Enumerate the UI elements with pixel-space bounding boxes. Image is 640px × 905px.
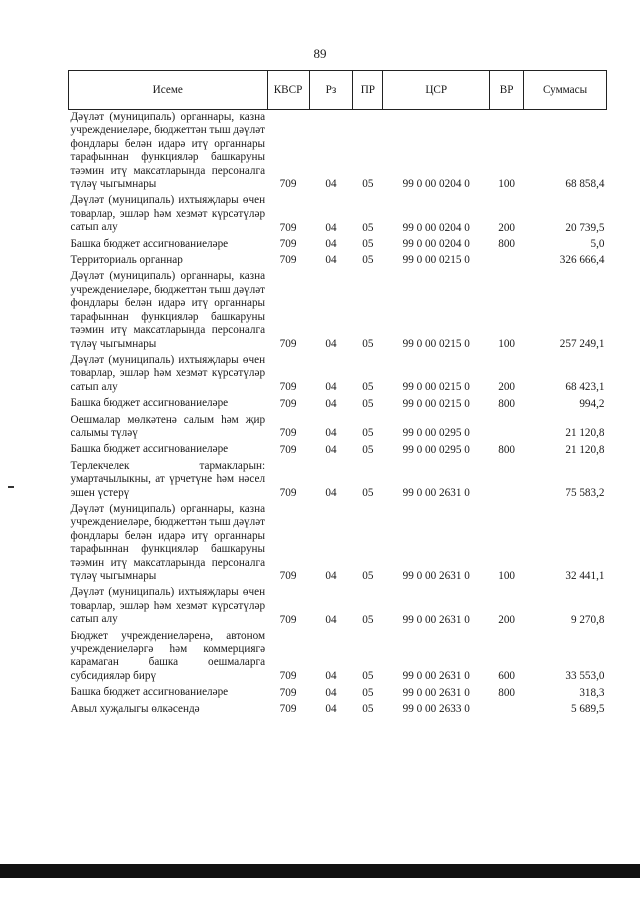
cell-csr: 99 0 00 0215 0 [402, 381, 470, 394]
cell-kvsr: 709 [279, 381, 297, 394]
table-row [69, 702, 607, 718]
cell-csr: 99 0 00 0215 0 [402, 254, 470, 267]
cell-kvsr: 709 [279, 443, 297, 456]
cell-csr: 99 0 00 0295 0 [402, 427, 470, 440]
cell-sum: 33 553,0 [565, 670, 605, 683]
cell-name: Дәүләт (муниципаль) ихтыяҗлары өчен товарлар, эшләр һәм хезмәт күрсәтүләр сатып алу [70, 353, 266, 393]
cell-vr: 100 [498, 570, 516, 583]
cell-kvsr: 709 [279, 703, 297, 716]
cell-csr: 99 0 00 2633 0 [402, 703, 470, 716]
margin-mark [8, 486, 14, 488]
header-vr: ВР [490, 71, 524, 110]
cell-rz: 04 [325, 337, 337, 350]
cell-sum: 20 739,5 [565, 221, 605, 234]
cell-rz: 04 [325, 178, 337, 191]
cell-kvsr: 709 [279, 238, 297, 251]
cell-rz: 04 [325, 443, 337, 456]
header-name: Исеме [69, 71, 268, 110]
scan-bottom-bar [0, 864, 640, 878]
cell-vr: 200 [498, 221, 516, 234]
cell-vr: 600 [498, 670, 516, 683]
cell-rz: 04 [325, 397, 337, 410]
table-row [69, 685, 607, 701]
cell-vr [490, 253, 524, 269]
header-pr: ПР [353, 71, 383, 110]
table-row [69, 459, 607, 502]
cell-name: Территориаль органнар [70, 254, 183, 267]
cell-name: Башка бюджет ассигнованиеләре [70, 397, 229, 410]
cell-rz: 04 [325, 670, 337, 683]
cell-name: Башка бюджет ассигнованиеләре [70, 237, 229, 250]
table-row [69, 629, 607, 686]
table-row [69, 237, 607, 253]
cell-rz: 04 [325, 427, 337, 440]
table-row [69, 253, 607, 269]
cell-vr [490, 459, 524, 502]
cell-pr: 05 [362, 486, 374, 499]
cell-sum: 994,2 [579, 397, 605, 410]
cell-pr: 05 [362, 427, 374, 440]
cell-pr: 05 [362, 178, 374, 191]
header-rz: Рз [309, 71, 353, 110]
cell-kvsr: 709 [279, 337, 297, 350]
cell-csr: 99 0 00 2631 0 [402, 686, 470, 699]
cell-csr: 99 0 00 2631 0 [402, 570, 470, 583]
cell-rz: 04 [325, 221, 337, 234]
cell-rz: 04 [325, 686, 337, 699]
cell-csr: 99 0 00 0204 0 [402, 178, 470, 191]
cell-vr: 800 [498, 238, 516, 251]
cell-vr [490, 413, 524, 443]
cell-rz: 04 [325, 703, 337, 716]
cell-sum: 68 423,1 [565, 381, 605, 394]
cell-pr: 05 [362, 613, 374, 626]
table-body [69, 110, 607, 719]
cell-pr: 05 [362, 703, 374, 716]
cell-kvsr: 709 [279, 254, 297, 267]
cell-sum: 9 270,8 [570, 613, 605, 626]
table-row [69, 413, 607, 443]
cell-csr: 99 0 00 0204 0 [402, 221, 470, 234]
cell-name: Авыл хуҗалыгы өлкәсендә [70, 702, 200, 715]
cell-kvsr: 709 [279, 397, 297, 410]
cell-sum: 68 858,4 [565, 178, 605, 191]
table-row [69, 110, 607, 194]
cell-name: Дәүләт (муниципаль) органнары, казна учреждениеләре, бюджеттән тыш дәүләт фондлары белән идарә итү органнары тарафыннан функцияләр башкаруны тәэмин итү максатларында персоналга түләү чыгымнары [70, 111, 266, 191]
cell-rz: 04 [325, 486, 337, 499]
header-sum: Суммасы [524, 71, 607, 110]
table-row [69, 353, 607, 396]
cell-pr: 05 [362, 670, 374, 683]
cell-name: Терлекчелек тармакларын: умартачылыкны, ат үрчетүне һәм нәсел эшен үстерү [70, 459, 266, 499]
cell-sum: 326 666,4 [559, 254, 605, 267]
cell-vr: 200 [498, 381, 516, 394]
table-row [69, 585, 607, 628]
cell-name: Башка бюджет ассигнованиеләре [70, 686, 229, 699]
cell-sum: 21 120,8 [565, 427, 605, 440]
cell-vr: 800 [498, 443, 516, 456]
cell-csr: 99 0 00 2631 0 [402, 486, 470, 499]
cell-pr: 05 [362, 570, 374, 583]
cell-name: Дәүләт (муниципаль) органнары, казна учреждениеләре, бюджеттән тыш дәүләт фондлары белән идарә итү органнары тарафыннан функцияләр башкаруны тәэмин итү максатларында персоналга түләү чыгымнары [70, 270, 266, 350]
cell-sum: 32 441,1 [565, 570, 605, 583]
cell-csr: 99 0 00 2631 0 [402, 613, 470, 626]
cell-kvsr: 709 [279, 486, 297, 499]
table-row [69, 502, 607, 585]
cell-rz: 04 [325, 613, 337, 626]
cell-vr: 100 [498, 178, 516, 191]
cell-vr: 800 [498, 686, 516, 699]
cell-csr: 99 0 00 0215 0 [402, 397, 470, 410]
cell-sum: 21 120,8 [565, 443, 605, 456]
cell-sum: 257 249,1 [559, 337, 605, 350]
cell-pr: 05 [362, 397, 374, 410]
table-row [69, 269, 607, 352]
table-row [69, 442, 607, 458]
cell-pr: 05 [362, 337, 374, 350]
cell-rz: 04 [325, 381, 337, 394]
cell-name: Башка бюджет ассигнованиеләре [70, 443, 229, 456]
table-row [69, 396, 607, 412]
cell-rz: 04 [325, 570, 337, 583]
cell-pr: 05 [362, 254, 374, 267]
cell-name: Дәүләт (муниципаль) органнары, казна учреждениеләре, бюджеттән тыш дәүләт фондлары белән идарә итү органнары тарафыннан функцияләр башкаруны тәэмин итү максатларында персоналга түләү чыгымнары [70, 502, 266, 582]
cell-rz: 04 [325, 254, 337, 267]
cell-name: Бюджет учреждениеләренә, автоном учреждениеләргә һәм коммерциягә карамаган башка оешмаларга субсидияләр бирү [70, 629, 266, 682]
cell-vr: 200 [498, 613, 516, 626]
cell-csr: 99 0 00 0215 0 [402, 337, 470, 350]
cell-kvsr: 709 [279, 427, 297, 440]
cell-kvsr: 709 [279, 686, 297, 699]
cell-vr [490, 702, 524, 718]
cell-kvsr: 709 [279, 221, 297, 234]
cell-csr: 99 0 00 2631 0 [402, 670, 470, 683]
table-header-row [69, 71, 607, 110]
cell-vr: 800 [498, 397, 516, 410]
cell-csr: 99 0 00 0204 0 [402, 238, 470, 251]
cell-pr: 05 [362, 238, 374, 251]
budget-table [68, 70, 607, 718]
page-number: 89 [313, 46, 327, 61]
table-row [69, 193, 607, 236]
cell-kvsr: 709 [279, 570, 297, 583]
cell-sum: 318,3 [579, 686, 605, 699]
cell-sum: 5 689,5 [570, 703, 605, 716]
cell-pr: 05 [362, 221, 374, 234]
cell-csr: 99 0 00 0295 0 [402, 443, 470, 456]
cell-name: Дәүләт (муниципаль) ихтыяҗлары өчен товарлар, эшләр һәм хезмәт күрсәтүләр сатып алу [70, 586, 266, 626]
cell-vr: 100 [498, 337, 516, 350]
cell-kvsr: 709 [279, 178, 297, 191]
cell-pr: 05 [362, 686, 374, 699]
cell-name: Оешмалар мөлкәтенә салым һәм җир салымы түләү [70, 413, 266, 439]
cell-kvsr: 709 [279, 613, 297, 626]
cell-pr: 05 [362, 443, 374, 456]
header-csr: ЦСР [383, 71, 490, 110]
cell-name: Дәүләт (муниципаль) ихтыяҗлары өчен товарлар, эшләр һәм хезмәт күрсәтүләр сатып алу [70, 194, 266, 234]
header-kvsr: КВСР [267, 71, 309, 110]
cell-sum: 5,0 [590, 238, 605, 251]
cell-kvsr: 709 [279, 670, 297, 683]
cell-sum: 75 583,2 [565, 486, 605, 499]
cell-pr: 05 [362, 381, 374, 394]
cell-rz: 04 [325, 238, 337, 251]
